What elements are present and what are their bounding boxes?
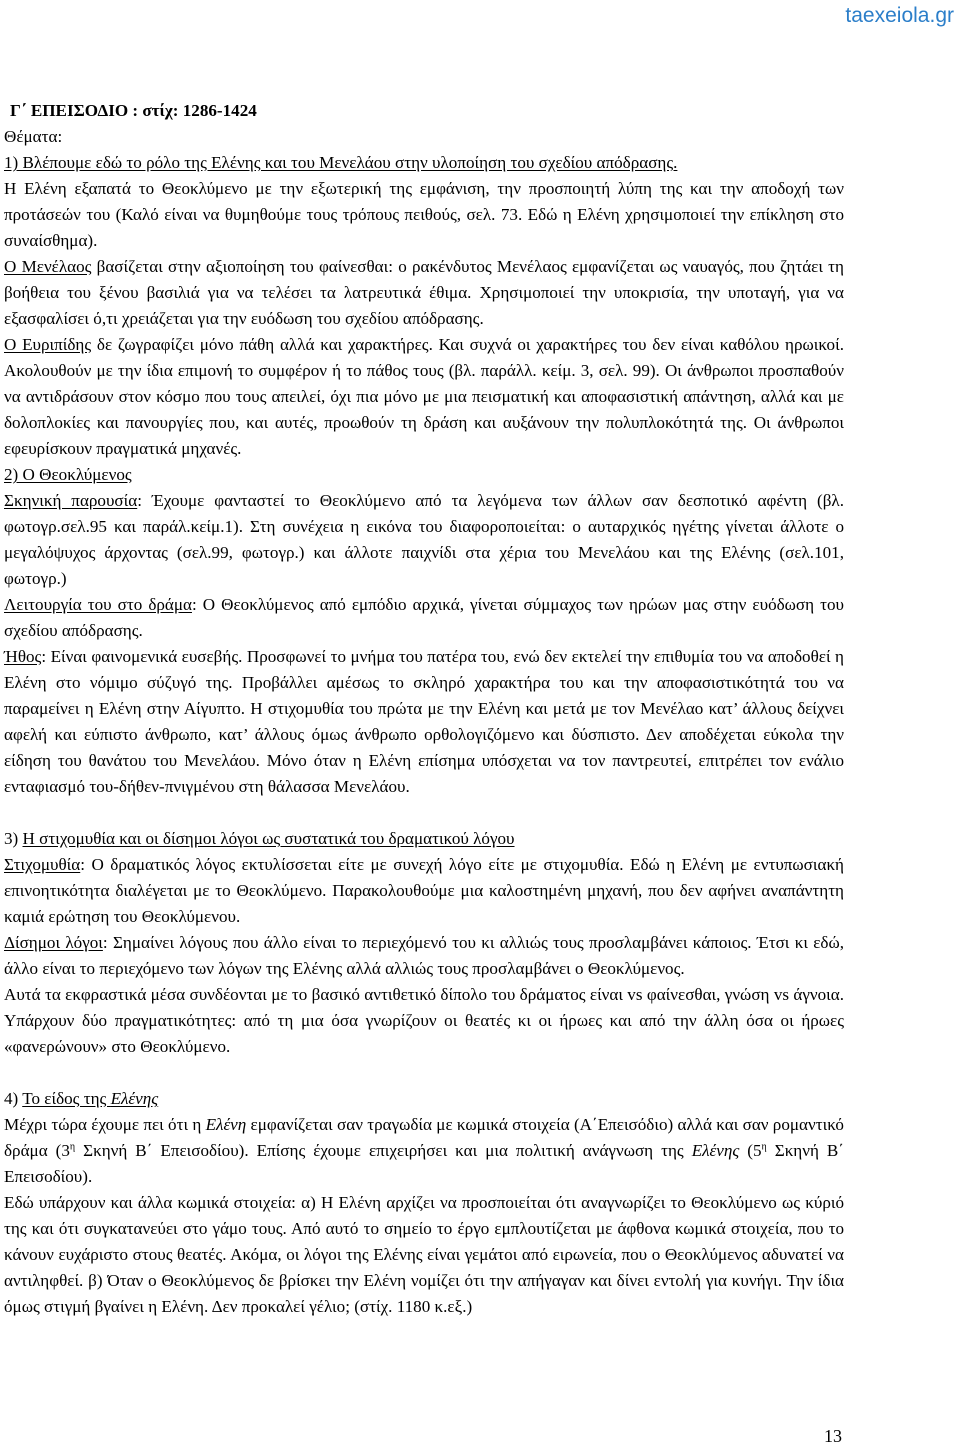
section-1-paragraph: Η Ελένη εξαπατά το Θεοκλύμενο με την εξωτερική της εμφάνιση, την προσποιητή λύπη της και την αποδοχή των προτάσεών του (Καλό είναι να θυμηθούμε τους τρόπους πειθούς, σελ. 73. Εδώ η Ελένη χρησιμοποιεί την επίκληση στο συναίσθημα).	[4, 179, 844, 250]
document-body	[4, 98, 844, 1320]
section-1-paragraph: Ο Μενέλαος βασίζεται στην αξιοποίηση του φαίνεσθαι: ο ρακένδυτος Μενέλαος εμφανίζεται ως ναυαγός, που ζητάει τη βοήθεια του ξένου βασιλιά για να τελέσει τα λατρευτικά έθιμα. Χρησιμοποιεί την υποκρισία, την υποταγή, για να εξασφαλίσει ό,τι χρειάζεται για την ευόδωση του σχεδίου απόδρασης.	[4, 257, 844, 328]
section-3-paragraph: Στιχομυθία: Ο δραματικός λόγος εκτυλίσσεται είτε με συνεχή λόγο είτε με στιχομυθία. Εδώ η Ελένη με εντυπωσιακή επινοητικότητα διαλέγεται με το Θεοκλύμενο. Παρακολουθούμε μια καλοστημένη μηχανή, που δεν αφήνει αναπάντητη καμιά ερώτηση του Θεοκλύμενου.	[4, 855, 844, 926]
section-2-paragraph: Ήθος: Είναι φαινομενικά ευσεβής. Προσφωνεί το μνήμα του πατέρα του, ενώ δεν εκτελεί την επιθυμία του να αποδοθεί η Ελένη στο νόμιμο σύζυγό της. Προβάλλει αμέσως το σκληρό χαρακτήρα του και την αποφασιστικότητά του να παραμείνει η Ελένη στην Αίγυπτο. Η στιχομυθία του πρώτα με την Ελένη και μετά με τον Μενέλαο κατ’ άλλους δείχνει αφελή και εύπιστο άνθρωπο, κατ’ άλλους όμως άνθρωπο ορθολογιζόμενο και δύσπιστο. Δεν αποδέχεται εύκολα την είδηση του θανάτου του Μενελάου. Μόνο όταν η Ελένη επίσημα υπόσχεται να τον παντρευτεί, επιτρέπει τον ενάλιο ενταφιασμό του-δήθεν-πνιγμένου στη θάλασσα Μενελάου.	[4, 647, 844, 796]
section-3-paragraph: Αυτά τα εκφραστικά μέσα συνδέονται με το βασικό αντιθετικό δίπολο του δράματος είναι vs φαίνεσθαι, γνώση vs άγνοια. Υπάρχουν δύο πραγματικότητες: από τη μια όσα γνωρίζουν οι θεατές κι οι ήρωες και από την άλλη όσα οι ήρωες «φανερώνουν» στο Θεοκλύμενο.	[4, 985, 844, 1056]
episode-heading: Γ΄ ΕΠΕΙΣΟΔΙΟ : στίχ: 1286-1424	[10, 101, 257, 120]
watermark: taexeiola.gr	[845, 4, 954, 27]
section-2-paragraph: Σκηνική παρουσία: Έχουμε φανταστεί το Θεοκλύμενο από τα λεγόμενα των άλλων σαν δεσποτικό αφέντη (βλ. φωτογρ.σελ.95 και παράλ.κείμ.1). Στη συνέχεια η εικόνα του διαφοροποιείται: ο αυταρχικός ηγέτης γίνεται άλλοτε ο μεγαλόψυχος άρχοντας (σελ.99, φωτογρ.) και άλλοτε παιχνίδι στα χέρια του Μενελάου και της Ελένης (σελ.101, φωτογρ.)	[4, 491, 844, 588]
section-2-paragraph: Λειτουργία του στο δράμα: Ο Θεοκλύμενος από εμπόδιο αρχικά, γίνεται σύμμαχος των ηρώων μας στην ευόδωση του σχεδίου απόδρασης.	[4, 595, 844, 640]
themes-label: Θέματα:	[4, 127, 63, 146]
page-number: 13	[824, 1426, 842, 1446]
section-3-paragraph: Δίσημοι λόγοι: Σημαίνει λόγους που άλλο είναι το περιεχόμενό του κι αλλιώς τους προσλαμβάνει κάποιος. Έτσι κι εδώ, άλλο είναι το περιεχόμενο των λόγων της Ελένης αλλά αλλιώς τους προσλαμβάνει ο Θεοκλύμενος.	[4, 933, 844, 978]
section-4-paragraph: Μέχρι τώρα έχουμε πει ότι η Ελένη εμφανίζεται σαν τραγωδία με κωμικά στοιχεία (Α΄Επεισόδιο) αλλά και σαν ρομαντικό δράμα ($3^\eta$ Σκηνή Β΄ Επεισοδίου). Επίσης έχουμε επιχειρήσει και μια πολιτική ανάγνωση της Ελένης ($5^\eta$ Σκηνή Β΄ Επεισοδίου).	[4, 1115, 845, 1186]
section-2-title: 2) Ο Θεοκλύμενος	[4, 465, 132, 484]
section-4-paragraph: Εδώ υπάρχουν και άλλα κωμικά στοιχεία: α) Η Ελένη αρχίζει να προσποιείται ότι αναγνωρίζει το Θεοκλύμενο ως κύριό της και ότι συγκατανεύει στο γάμο τους. Από αυτό το σημείο το έργο εμπλουτίζεται με άφθονα κωμικά στοιχεία, που το κάνουν ευχάριστο στους θεατές. Ακόμα, οι λόγοι της Ελένης είναι γεμάτοι από ειρωνεία, που ο Θεοκλύμενος αδυνατεί να αντιληφθεί. β) Όταν ο Θεοκλύμενος δε βρίσκει την Ελένη νομίζει ότι την απήγαγαν και δίνει εντολή για κυνήγι. Την ίδια όμως στιγμή βγαίνει η Ελένη. Δεν προκαλεί γέλιο; (στίχ. 1180 κ.εξ.)	[4, 1193, 844, 1316]
section-3-title: 3) Η στιχομυθία και οι δίσημοι λόγοι ως συστατικά του δραματικού λόγου	[4, 829, 515, 848]
section-4-title: 4) Το είδος της Ελένης	[4, 1089, 159, 1108]
section-1-paragraph: Ο Ευριπίδης δε ζωγραφίζει μόνο πάθη αλλά και χαρακτήρες. Και συχνά οι χαρακτήρες του δεν είναι καθόλου ηρωικοί. Ακολουθούν με την ίδια επιμονή το συμφέρον ή το πάθος τους (βλ. παράλλ. κείμ. 3, σελ. 99). Οι άνθρωποι προσπαθούν να αντιδράσουν στον κόσμο που τους απειλεί, όχι πια μόνο με μια πεισματική και αποφασιστική απάντηση, αλλά και με δολοπλοκίες και πανουργίες που, και αυτές, προωθούν τη δράση και αυξάνουν την πολυπλοκότητά της. Οι άνθρωποι εφευρίσκουν πραγματικά μηχανές.	[4, 335, 844, 458]
section-1-title: 1) Βλέπουμε εδώ το ρόλο της Ελένης και του Μενελάου στην υλοποίηση του σχεδίου απόδρασης.	[4, 153, 678, 172]
